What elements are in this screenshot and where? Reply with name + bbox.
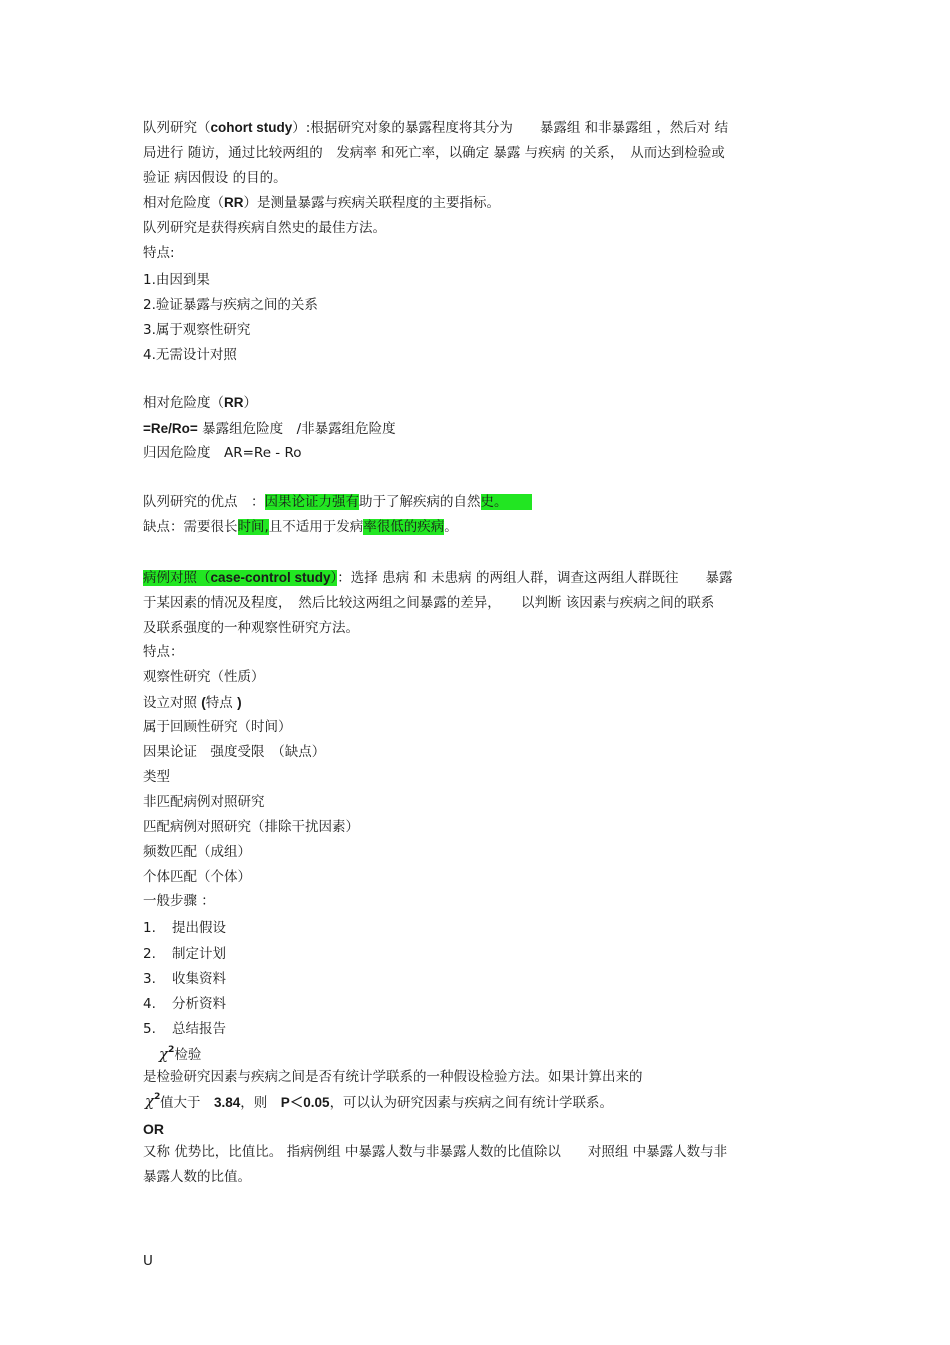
step-3: 3. 收集资料 — [143, 971, 226, 987]
cohort-feature-2: 2.验证暴露与疾病之间的关系 — [143, 297, 318, 313]
cohort-feature-1: 1.由因到果 — [143, 272, 210, 288]
chi-symbol: χ — [159, 1045, 169, 1063]
cohort-disadvantages: 缺点：需要很长时间,且不适用于发病率很低的疾病。 — [143, 519, 458, 535]
highlight: 时间, — [237, 519, 269, 535]
case-control-type-2: 匹配病例对照研究（排除干扰因素） — [143, 819, 359, 835]
cohort-features-title: 特点: — [143, 245, 175, 261]
case-control-type-1: 非匹配病例对照研究 — [143, 794, 265, 810]
ar-formula: 归因危险度 AR=Re - Ro — [143, 445, 302, 461]
chi-square-description: 是检验研究因素与疾病之间是否有统计学联系的一种假设检验方法。如果计算出来的 — [143, 1069, 643, 1085]
cohort-feature-3: 3.属于观察性研究 — [143, 322, 251, 338]
highlight: 因果论证力强有 — [264, 494, 359, 510]
case-control-definition-line-3: 及联系强度的一种观察性研究方法。 — [143, 620, 359, 636]
case-control-feature-4: 因果论证 强度受限 （缺点） — [143, 744, 326, 760]
case-control-feature-1: 观察性研究（性质） — [143, 669, 265, 685]
case-control-steps-title: 一般步骤 ： — [143, 893, 215, 909]
step-2: 2. 制定计划 — [143, 946, 226, 962]
cohort-definition-line-2: 局进行 随访，通过比较两组的 发病率 和死亡率，以确定 暴露 与疾病 的关系， 从而达到检验或 — [143, 145, 725, 161]
cohort-advantages: 队列研究的优点 ：因果论证力强有助于了解疾病的自然史。 — [143, 493, 532, 511]
case-control-definition-line-1: 病例对照（case-control study）：选择 患病 和 未患病 的两组人群，调查这两组人群既往 暴露 — [143, 570, 733, 586]
case-control-type-3: 频数匹配（成组） — [143, 844, 251, 860]
chi-symbol-inline: $\chi^2$ — [145, 1092, 161, 1110]
chi-square-threshold: 值大于 3.84，则 P＜0.05，可以认为研究因素与疾病之间有统计学联系。 — [160, 1095, 614, 1111]
case-control-types-title: 类型 — [143, 769, 170, 785]
case-control-definition-line-2: 于某因素的情况及程度， 然后比较这两组之间暴露的差异， 以判断 该因素与疾病之间的联系 — [143, 595, 715, 611]
cohort-best-method: 队列研究是获得疾病自然史的最佳方法。 — [143, 220, 386, 236]
or-definition-line-2: 暴露人数的比值。 — [143, 1169, 251, 1185]
highlight: 病例对照（case-control study） — [143, 570, 338, 586]
case-control-feature-2: 设立对照 (特点 ) — [143, 695, 242, 711]
cohort-definition-line-1: 队列研究（cohort study）:根据研究对象的暴露程度将其分为 暴露组 和非暴露组 ，然后对 结 — [143, 120, 729, 136]
step-1: 1. 提出假设 — [143, 920, 226, 936]
case-control-feature-3: 属于回顾性研究（时间） — [143, 719, 292, 735]
case-control-features-title: 特点： — [143, 644, 184, 660]
rr-heading: 相对危险度（RR） — [143, 395, 257, 411]
cohort-definition-line-3: 验证 病因假设 的目的。 — [143, 170, 287, 186]
rr-formula: =Re/Ro= 暴露组危险度 /非暴露组危险度 — [143, 421, 396, 437]
step-4: 4. 分析资料 — [143, 996, 226, 1012]
or-definition-line-1: 又称 优势比，比值比。 指病例组 中暴露人数与非暴露人数的比值除以 对照组 中暴露人数与非 — [143, 1144, 728, 1160]
rr-description: 相对危险度（RR）是测量暴露与疾病关联程度的主要指标。 — [143, 195, 500, 211]
highlight: 史。 — [481, 494, 532, 510]
cohort-feature-4: 4.无需设计对照 — [143, 347, 237, 363]
step-5: 5. 总结报告 — [143, 1021, 226, 1037]
page-footer-mark: U — [143, 1253, 153, 1269]
or-heading: OR — [143, 1121, 164, 1137]
highlight: 率很低的疾病 — [363, 519, 445, 535]
chi-square-heading: $\chi^2$检验 — [159, 1045, 202, 1063]
case-control-type-4: 个体匹配（个体） — [143, 869, 251, 885]
